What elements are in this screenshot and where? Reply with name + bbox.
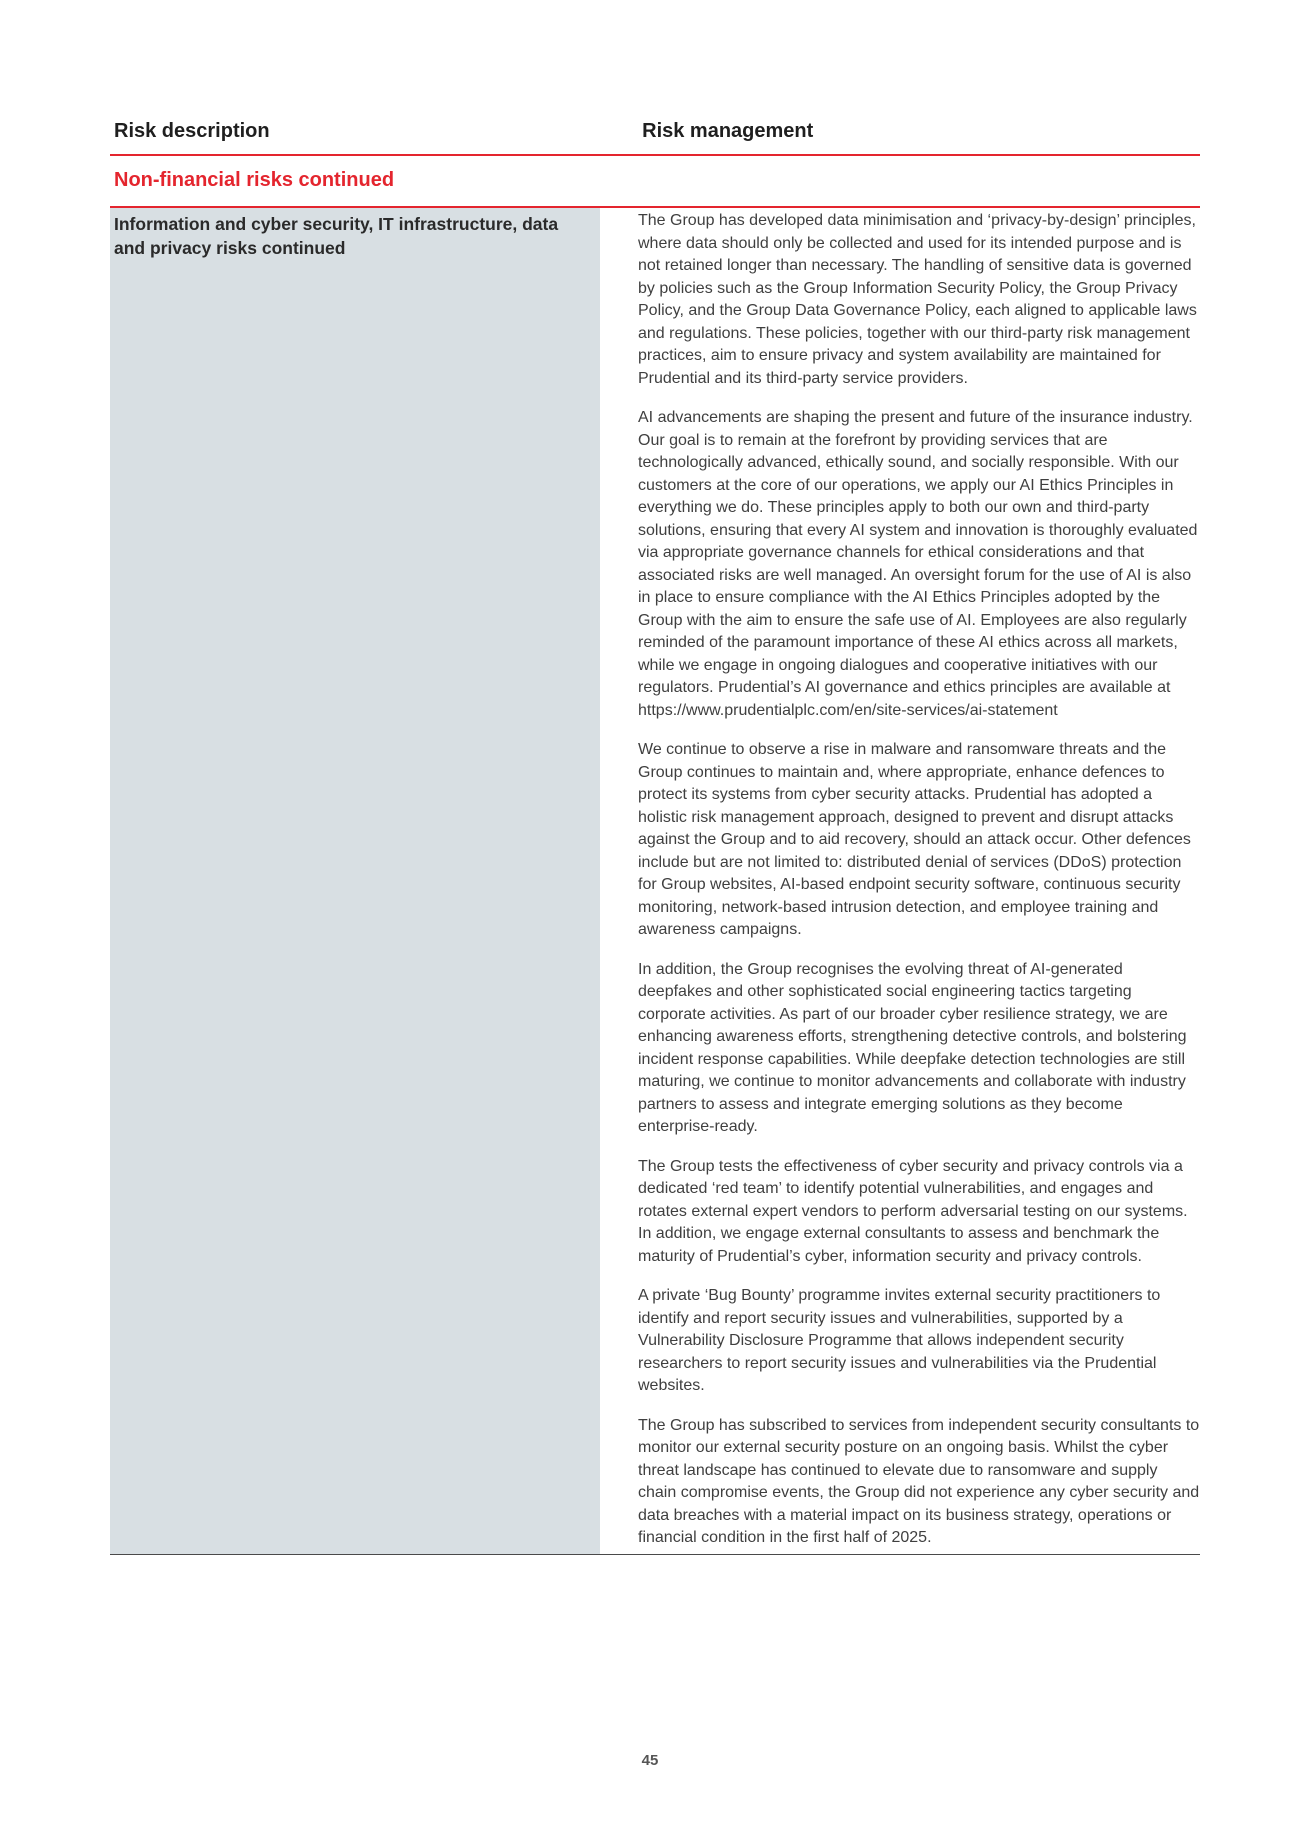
column-gap [600,208,638,1554]
risk-description-cell [110,208,600,1554]
risk-table [110,120,1200,1555]
page-number: 45 [641,1752,659,1769]
paragraph-7: The Group has subscribed to services from independent security consultants to monitor our external security posture on an ongoing basis. Whilst the cyber threat landscape has continued to elevate due to ransomware and supply chain compromise events, the Group did not experience any cyber security and data breaches with a material impact on its business strategy, operations or financial condition in the first half of 2025. [638,1416,1200,1546]
paragraph-4: In addition, the Group recognises the evolving threat of AI-generated deepfakes and other sophisticated social engineering tactics targeting corporate activities. As part of our broader cyber resilience strategy, we are enhancing awareness efforts, strengthening detective controls, and bolstering incident response capabilities. While deepfake detection technologies are still maturing, we continue to monitor advancements and collaborate with industry partners to assess and integrate emerging solutions as they become enterprise-ready. [638,960,1187,1135]
table-header [110,120,1200,156]
header-risk-description: Risk description [114,120,270,142]
paragraph-2: AI advancements are shaping the present and future of the insurance industry. Our goal is to remain at the forefront by providing services that are technologically advanced, ethically sound, and socially responsible. With our customers at the core of our operations, we apply our AI Ethics Principles in everything we do. These principles apply to both our own and third-party solutions, ensuring that every AI system and innovation is thoroughly evaluated via appropriate governance channels for ethical considerations and that associated risks are well managed. An oversight forum for the use of AI is also in place to ensure compliance with the AI Ethics Principles adopted by the Group with the aim to ensure the safe use of AI. Employees are also regularly reminded of the paramount importance of these AI ethics across all markets, while we engage in ongoing dialogues and cooperative initiatives with our regulators. Prudential’s AI governance and ethics principles are available at https://www.prudentialplc.com/en/site-services/ai-statement [638,409,1198,719]
risk-management-cell [638,208,1200,1554]
section-header [110,156,1200,208]
section-title: Non-financial risks continued [114,168,395,191]
paragraph-5: The Group tests the effectiveness of cyber security and privacy controls via a dedicated ‘red team’ to identify potential vulnerabilities, and engages and rotates external expert vendors to perform adversarial testing on our systems. In addition, we engage external consultants to assess and benchmark the maturity of Prudential’s cyber, information security and privacy controls. [638,1157,1188,1265]
paragraph-6: A private ‘Bug Bounty’ programme invites external security practitioners to identify and report security issues and vulnerabilities, supported by a Vulnerability Disclosure Programme that allows independent security researchers to report security issues and vulnerabilities via the Prudential websites. [638,1287,1161,1394]
risk-title: Information and cyber security, IT infrastructure, data and privacy risks continued [114,214,559,258]
table-row [110,208,1200,1555]
paragraph-3: We continue to observe a rise in malware and ransomware threats and the Group continues to maintain and, where appropriate, enhance defences to protect its systems from cyber security attacks. Prudential has adopted a holistic risk management approach, designed to prevent and disrupt attacks against the Group and to aid recovery, should an attack occur. Other defences include but are not limited to: distributed denial of services (DDoS) protection for Group websites, AI-based endpoint security software, continuous security monitoring, network-based intrusion detection, and employee training and awareness campaigns. [638,741,1191,938]
header-risk-management: Risk management [642,120,814,142]
paragraph-1: The Group has developed data minimisation and ‘privacy-by-design’ principles, where data should only be collected and used for its intended purpose and is not retained longer than necessary. The handling of sensitive data is governed by policies such as the Group Information Security Policy, the Group Privacy Policy, and the Group Data Governance Policy, each aligned to applicable laws and regulations. These policies, together with our third-party risk management practices, aim to ensure privacy and system availability are maintained for Prudential and its third-party service providers. [638,212,1197,387]
